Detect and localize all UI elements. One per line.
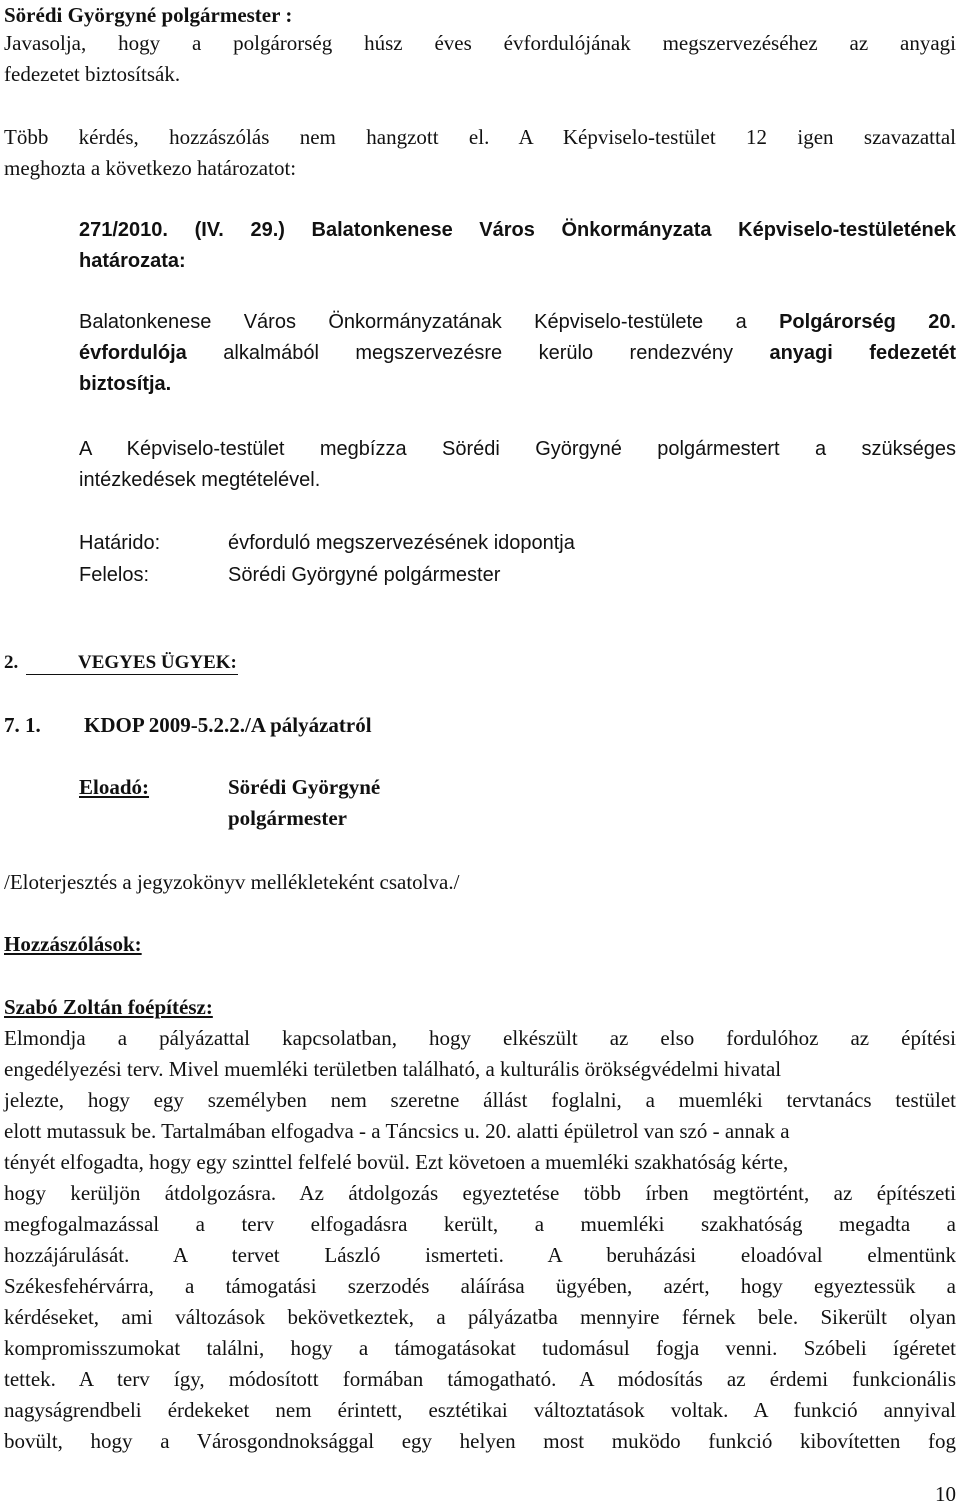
- attachment-note: /Eloterjesztés a jegyzokönyv mellékleteként csatolva./: [4, 870, 460, 894]
- presenter-title: polgármester: [228, 806, 347, 830]
- deadline-label: Határido:: [79, 532, 161, 554]
- text-line: fedezetet biztosítsák.: [4, 62, 181, 86]
- paragraph-proposal: [4, 28, 956, 90]
- presenter-label: Eloadó:: [79, 775, 150, 799]
- text-line: engedélyezési terv. Mivel muemléki területben található, a kulturális örökségvédelmi hivatal: [4, 1057, 782, 1081]
- responsible-label: Felelos:: [79, 564, 150, 586]
- text-line: A Képviselo-testület megbízza Sörédi Györgyné polgármestert a szükséges: [79, 438, 956, 460]
- text-line: biztosítja.: [79, 373, 172, 395]
- text-line: megfogalmazással a terv elfogadásra került, a muemléki szakhatóság megadta a: [4, 1212, 956, 1236]
- text-line: kérdéseket, ami változások bekövetkeztek, a pályázatba mennyire férnek bele. Sikerült olyan: [4, 1305, 956, 1329]
- section-heading-underline: [26, 647, 238, 675]
- responsible-value: Sörédi Györgyné polgármester: [228, 564, 501, 586]
- speech-paragraph: [4, 1023, 956, 1457]
- text-line: tettek. A terv így, módosított formában támogatható. A módosítás az érdemi funkcionális: [4, 1367, 956, 1391]
- text-line: nagyságrendbeli érdekeket nem érintett, esztétikai változtatások voltak. A funkció annyival: [4, 1398, 956, 1422]
- resolution-body: [79, 307, 956, 400]
- section-number: 2.: [4, 652, 19, 673]
- text-line: tényét elfogadta, hogy egy szinttel felfelé bovül. Ezt követoen a muemléki szakhatóság kérte,: [4, 1150, 789, 1174]
- comments-heading: Hozzászólások:: [4, 932, 142, 956]
- text-line: 271/2010. (IV. 29.) Balatonkenese Város Önkormányzata Képviselo-testületének: [79, 219, 956, 241]
- text-line: bovült, hogy a Városgondnoksággal egy helyen most muködo funkció kibovítetten fog: [4, 1429, 956, 1453]
- page-number: 10: [935, 1482, 956, 1506]
- text-line: Balatonkenese Város Önkormányzatának Képviselo-testülete a Polgárorség 20.: [79, 311, 956, 333]
- text-line: elott mutassuk be. Tartalmában elfogadva - a Táncsics u. 20. alatti épületrol van szó - annak a: [4, 1119, 790, 1143]
- text-line: Elmondja a pályázattal kapcsolatban, hogy elkészült az elso fordulóhoz az építési: [4, 1026, 956, 1050]
- text-line: hozzájárulását. A tervet László ismerteti. A beruházási eloadóval elmentünk: [4, 1243, 956, 1267]
- text-line: hogy kerüljön átdolgozásra. Az átdolgozás egyeztetése több írben megtörtént, az építészeti: [4, 1181, 956, 1205]
- text-line: Javasolja, hogy a polgárorség húsz éves évfordulójának megszervezéséhez az anyagi: [4, 31, 956, 55]
- item-number: 7. 1.: [4, 713, 41, 737]
- section-heading: VEGYES ÜGYEK:: [78, 652, 237, 673]
- text-line: kompromisszumokat találni, hogy a támogatásokat tudomásul fogja venni. Szóbeli ígéretet: [4, 1336, 956, 1360]
- resolution-title: [79, 215, 956, 277]
- text-line: intézkedések megtételével.: [79, 469, 321, 491]
- item-title: KDOP 2009-5.2.2./A pályázatról: [84, 713, 372, 737]
- speaker-heading-2: Szabó Zoltán foépítész:: [4, 995, 213, 1019]
- text-line: évfordulója alkalmából megszervezésre kerülo rendezvény anyagi fedezetét: [79, 342, 956, 364]
- text-line: jelezte, hogy egy személyben nem szeretne állást foglalni, a muemléki tervtanács testület: [4, 1088, 956, 1112]
- text-line: Több kérdés, hozzászólás nem hangzott el. A Képviselo-testület 12 igen szavazattal: [4, 125, 956, 149]
- speaker-heading: Sörédi Györgyné polgármester :: [4, 3, 293, 27]
- text-line: Székesfehérvárra, a támogatási szerzodés aláírása ügyében, azért, hogy egyeztessük a: [4, 1274, 956, 1298]
- text-line: meghozta a következo határozatot:: [4, 156, 297, 180]
- resolution-mandate: [79, 434, 956, 496]
- text-line: határozata:: [79, 250, 186, 272]
- paragraph-vote: [4, 122, 956, 184]
- presenter-name: Sörédi Györgyné: [228, 775, 381, 799]
- deadline-value: évforduló megszervezésének idopontja: [228, 532, 575, 554]
